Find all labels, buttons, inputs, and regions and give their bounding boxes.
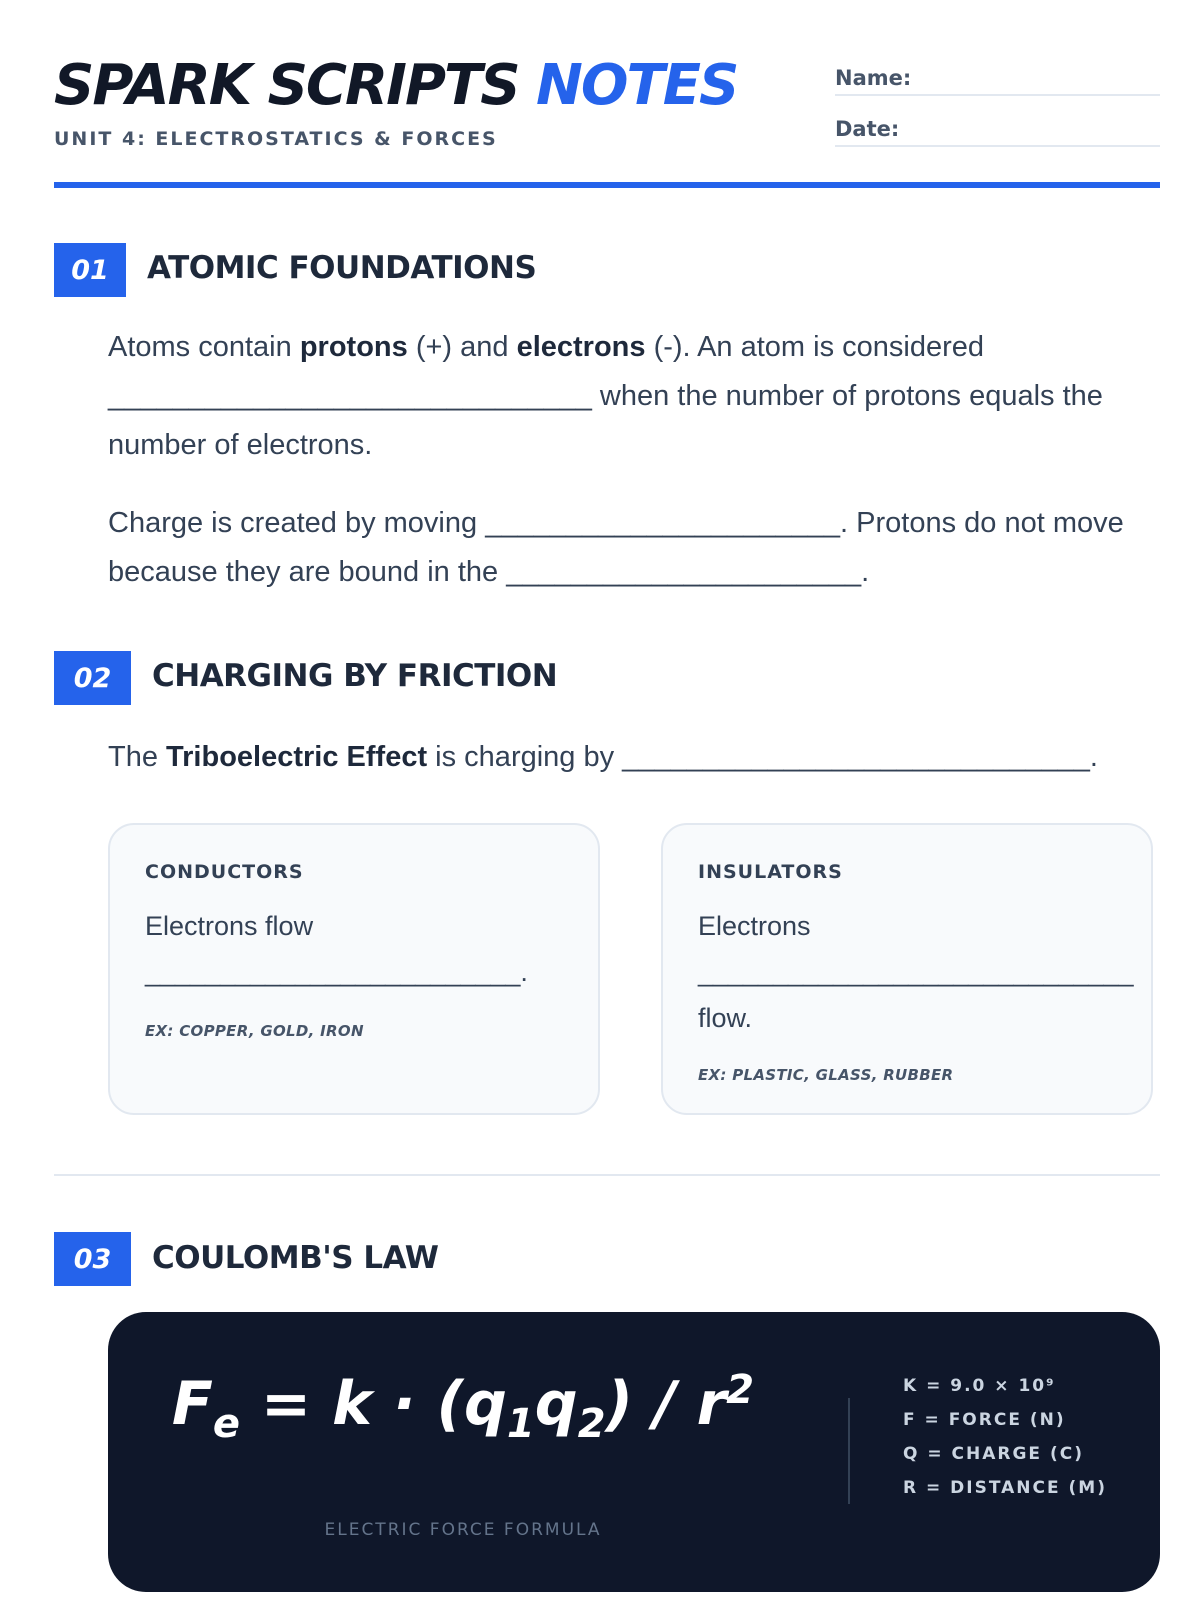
- date-label: Date:: [835, 117, 900, 141]
- fill-in-blank[interactable]: ______________________: [506, 556, 862, 588]
- coulomb-formula: [158, 1357, 768, 1457]
- card-title: INSULATORS: [698, 861, 843, 883]
- paragraph-triboelectric: [108, 733, 1168, 782]
- formula-panel: [108, 1312, 1160, 1592]
- formula-part: q: [534, 1369, 578, 1439]
- section-number-badge: 01: [54, 243, 126, 297]
- formula-caption: ELECTRIC FORCE FORMULA: [324, 1520, 602, 1540]
- formula-part: = k · (q: [240, 1369, 507, 1439]
- formula-sub: e: [212, 1401, 241, 1447]
- section-divider: [54, 1174, 1160, 1176]
- text-run: .: [861, 556, 870, 588]
- section-title: ATOMIC FOUNDATIONS: [147, 250, 537, 286]
- text-run: Electrons flow: [145, 911, 314, 941]
- bold-term: electrons: [516, 331, 646, 363]
- text-run: flow.: [698, 1003, 753, 1033]
- fill-in-blank[interactable]: _____________________________: [698, 957, 1134, 987]
- section-title: CHARGING BY FRICTION: [152, 658, 558, 694]
- formula-sub: 1: [506, 1401, 535, 1447]
- text-run: (-). An atom is considered: [645, 331, 985, 363]
- text-run: Charge is created by moving: [108, 507, 486, 539]
- card-example: EX: COPPER, GOLD, IRON: [145, 1022, 364, 1040]
- title-accent: NOTES: [536, 53, 738, 118]
- text-run: (+) and: [407, 331, 517, 363]
- paragraph-neutral-atom: [108, 323, 1168, 470]
- card-text: [145, 903, 575, 995]
- bold-term: Triboelectric Effect: [166, 741, 428, 773]
- card-text: [698, 903, 1134, 1041]
- fill-in-blank[interactable]: _________________________.: [145, 957, 528, 987]
- conductors-card: [108, 823, 600, 1115]
- page-title: [54, 50, 737, 122]
- section-title: COULOMB'S LAW: [152, 1240, 439, 1276]
- formula-part: ) / r: [605, 1369, 727, 1439]
- text-run: when the number of protons equals the number of electrons.: [108, 380, 1103, 461]
- legend-item: Q = CHARGE (C): [903, 1444, 1084, 1464]
- insulators-card: [661, 823, 1153, 1115]
- fill-in-blank[interactable]: ______________________________: [108, 380, 592, 412]
- title-main: SPARK SCRIPTS: [54, 53, 519, 118]
- text-run: . Protons do not move because they are bound in the: [108, 507, 1124, 588]
- page-subtitle: UNIT 4: ELECTROSTATICS & FORCES: [54, 128, 498, 150]
- bold-term: protons: [299, 331, 408, 363]
- text-run: is charging by: [427, 741, 623, 773]
- legend-item: K = 9.0 × 10⁹: [903, 1376, 1056, 1396]
- section-number-badge: 03: [54, 1232, 131, 1286]
- fill-in-blank[interactable]: _____________________________: [622, 741, 1090, 773]
- fill-in-blank[interactable]: ______________________: [485, 507, 841, 539]
- legend-item: R = DISTANCE (M): [903, 1478, 1107, 1498]
- text-run: .: [1089, 741, 1098, 773]
- text-run: Electrons: [698, 911, 811, 941]
- name-field[interactable]: [835, 58, 1160, 96]
- paragraph-charge-movement: [108, 499, 1168, 597]
- header-divider: [54, 182, 1160, 188]
- legend-item: F = FORCE (N): [903, 1410, 1066, 1430]
- formula-part: F: [171, 1369, 213, 1439]
- text-run: Atoms contain: [108, 331, 300, 363]
- text-run: The: [108, 741, 167, 773]
- name-label: Name:: [835, 66, 912, 90]
- section-number-badge: 02: [54, 651, 131, 705]
- card-title: CONDUCTORS: [145, 861, 304, 883]
- card-example: EX: PLASTIC, GLASS, RUBBER: [698, 1066, 954, 1084]
- formula-sup: 2: [726, 1367, 755, 1413]
- date-field[interactable]: [835, 109, 1160, 147]
- formula-divider: [848, 1398, 850, 1504]
- variable-legend: [903, 1372, 1123, 1508]
- formula-sub: 2: [577, 1401, 606, 1447]
